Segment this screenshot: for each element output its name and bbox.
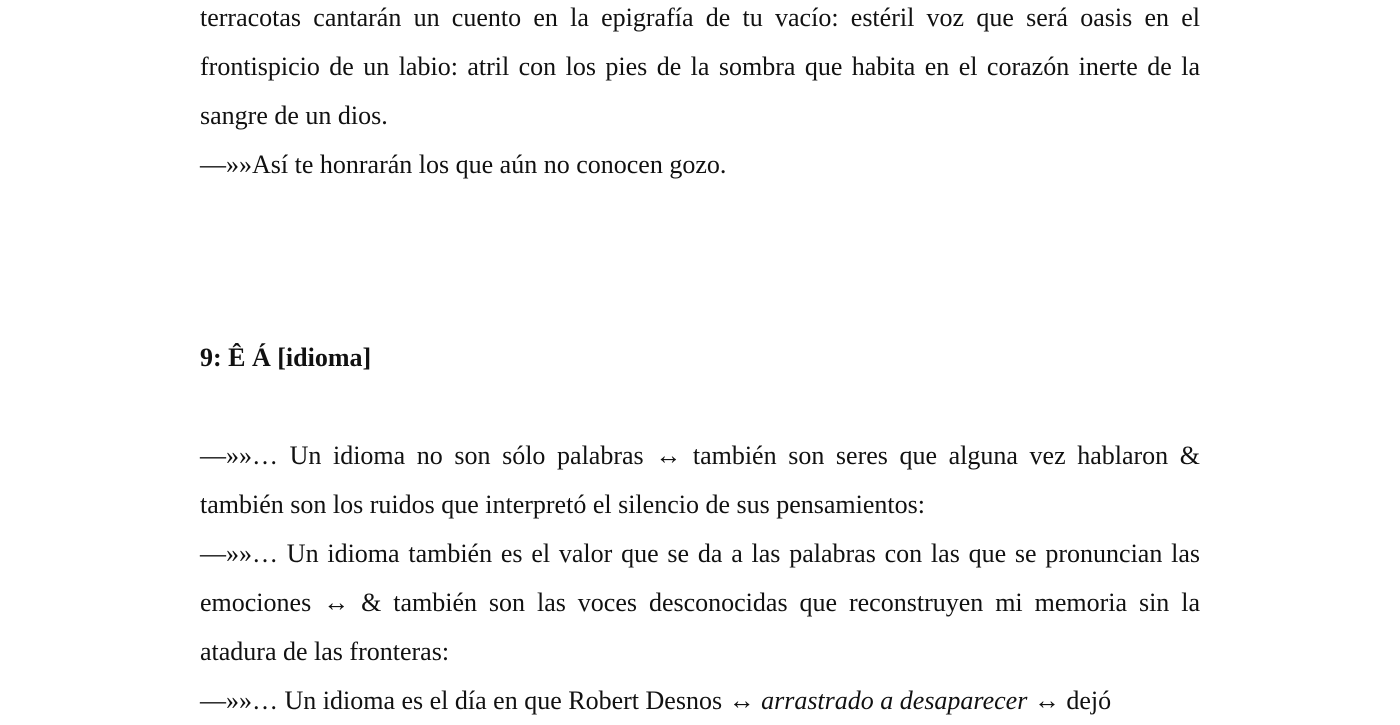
text-run: —»»… Un idioma es el día en que Robert Desnos ↔ <box>200 686 762 715</box>
paragraph: —»»Así te honrarán los que aún no conocen gozo. <box>200 150 727 179</box>
paragraph: —»»… Un idioma no son sólo palabras ↔ también son seres que alguna vez hablaron & también son los ruidos que interpretó el silencio de sus pensamientos: <box>200 441 1200 519</box>
section-body <box>200 431 1200 725</box>
section-heading: 9: Ê Á [idioma] <box>200 343 372 372</box>
paragraph-continued: terracotas cantarán un cuento en la epigrafía de tu vacío: estéril voz que será oasis en el frontispicio de un labio: atril con los pies de la sombra que habita en el corazón inerte de la sangre de un dios. <box>200 3 1200 130</box>
text-block-top <box>200 0 1200 189</box>
italic-text-run: arrastrado a desaparecer <box>761 686 1028 715</box>
text-run: ↔ dejó <box>1027 686 1112 715</box>
paragraph-partial <box>200 676 1200 725</box>
paragraph: —»»… Un idioma también es el valor que se da a las palabras con las que se pronuncian las emociones ↔ & también son las voces desconocidas que reconstruyen mi memoria sin la atadura de las fronteras: <box>200 539 1200 666</box>
